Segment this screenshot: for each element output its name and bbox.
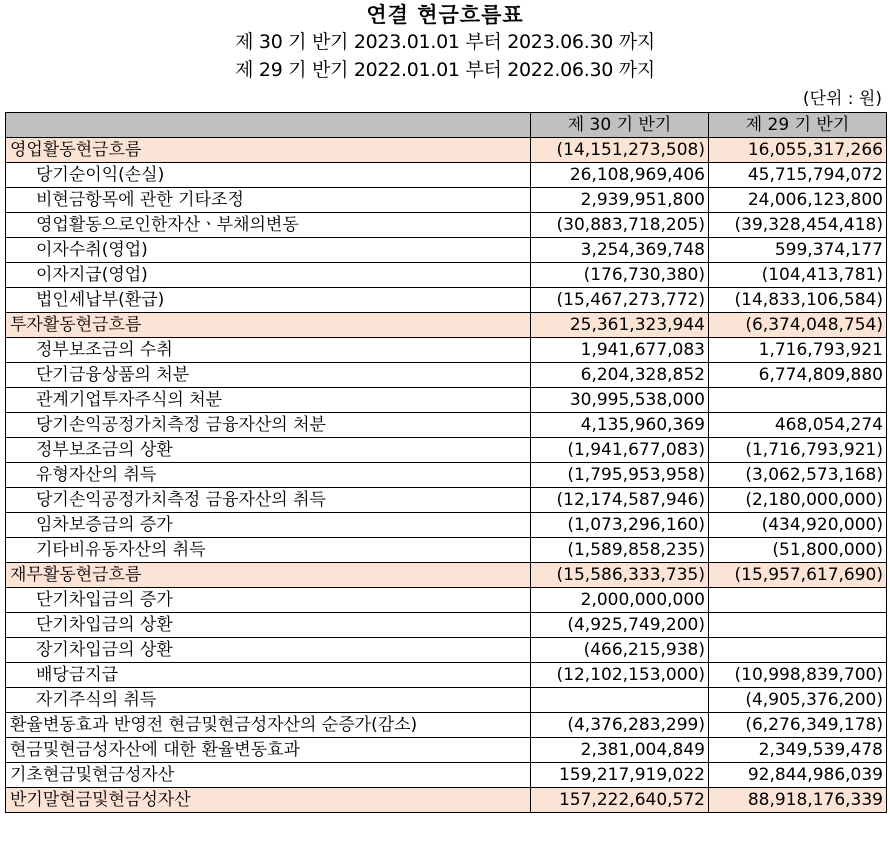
table-row <box>6 338 887 363</box>
row-label: 법인세납부(환급) <box>6 288 531 313</box>
row-label: 환율변동효과 반영전 현금및현금성자산의 순증가(감소) <box>6 713 531 738</box>
row-value-current: 2,381,004,849 <box>531 738 709 763</box>
row-value-current: 2,000,000,000 <box>531 588 709 613</box>
row-value-current: 3,254,369,748 <box>531 238 709 263</box>
row-value-prior: 599,374,177 <box>709 238 887 263</box>
table-row <box>6 188 887 213</box>
row-label: 기타비유동자산의 취득 <box>6 538 531 563</box>
row-value-current: (1,073,296,160) <box>531 513 709 538</box>
row-label: 당기손익공정가치측정 금융자산의 처분 <box>6 413 531 438</box>
table-row <box>6 638 887 663</box>
row-value-current: (15,586,333,735) <box>531 563 709 588</box>
table-row <box>6 413 887 438</box>
row-value-current: 4,135,960,369 <box>531 413 709 438</box>
table-row <box>6 763 887 788</box>
column-header-current: 제 30 기 반기 <box>531 113 709 138</box>
period-prior: 제 29 기 반기 2022.01.01 부터 2022.06.30 까지 <box>235 59 655 81</box>
row-label: 자기주식의 취득 <box>6 688 531 713</box>
row-value-current: 6,204,328,852 <box>531 363 709 388</box>
row-value-current: (4,925,749,200) <box>531 613 709 638</box>
row-value-current: (466,215,938) <box>531 638 709 663</box>
table-row <box>6 538 887 563</box>
row-value-prior: (104,413,781) <box>709 263 887 288</box>
row-value-prior: (6,276,349,178) <box>709 713 887 738</box>
statement-title: 연결 현금흐름표 <box>366 3 524 27</box>
row-value-prior: (14,833,106,584) <box>709 288 887 313</box>
row-value-current: 157,222,640,572 <box>531 788 709 813</box>
row-value-prior: (15,957,617,690) <box>709 563 887 588</box>
table-row <box>6 263 887 288</box>
row-value-prior: 16,055,317,266 <box>709 138 887 163</box>
table-row <box>6 163 887 188</box>
table-row <box>6 713 887 738</box>
row-value-current: 25,361,323,944 <box>531 313 709 338</box>
row-label: 기초현금및현금성자산 <box>6 763 531 788</box>
row-value-current: (1,589,858,235) <box>531 538 709 563</box>
row-value-current: 1,941,677,083 <box>531 338 709 363</box>
row-value-current: (176,730,380) <box>531 263 709 288</box>
row-value-prior: (434,920,000) <box>709 513 887 538</box>
table-row <box>6 613 887 638</box>
table-row <box>6 138 887 163</box>
table-body <box>6 138 887 813</box>
row-value-prior: 468,054,274 <box>709 413 887 438</box>
table-header-row <box>6 113 887 138</box>
row-label: 장기차입금의 상환 <box>6 638 531 663</box>
table-row <box>6 588 887 613</box>
column-header-prior: 제 29 기 반기 <box>709 113 887 138</box>
row-value-prior: 24,006,123,800 <box>709 188 887 213</box>
row-value-current: (15,467,273,772) <box>531 288 709 313</box>
cash-flow-table <box>5 112 887 813</box>
row-value-prior: (51,800,000) <box>709 538 887 563</box>
row-value-prior: (6,374,048,754) <box>709 313 887 338</box>
row-label: 재무활동현금흐름 <box>6 563 531 588</box>
row-label: 이자지급(영업) <box>6 263 531 288</box>
row-label: 단기차입금의 상환 <box>6 613 531 638</box>
table-row <box>6 213 887 238</box>
row-value-prior: (10,998,839,700) <box>709 663 887 688</box>
period-current: 제 30 기 반기 2023.01.01 부터 2023.06.30 까지 <box>235 31 655 53</box>
row-label: 당기순이익(손실) <box>6 163 531 188</box>
row-label: 반기말현금및현금성자산 <box>6 788 531 813</box>
row-value-prior: 92,844,986,039 <box>709 763 887 788</box>
unit-label: (단위 : 원) <box>802 89 882 109</box>
row-label: 단기차입금의 증가 <box>6 588 531 613</box>
row-label: 배당금지급 <box>6 663 531 688</box>
row-value-current: (12,102,153,000) <box>531 663 709 688</box>
row-value-current: (1,795,953,958) <box>531 463 709 488</box>
row-value-prior: (2,180,000,000) <box>709 488 887 513</box>
row-value-current: 2,939,951,800 <box>531 188 709 213</box>
table-row <box>6 788 887 813</box>
row-label: 정부보조금의 수취 <box>6 338 531 363</box>
row-value-prior: 2,349,539,478 <box>709 738 887 763</box>
row-label: 당기손익공정가치측정 금융자산의 취득 <box>6 488 531 513</box>
row-value-current: 26,108,969,406 <box>531 163 709 188</box>
table-row <box>6 563 887 588</box>
row-label: 영업활동현금흐름 <box>6 138 531 163</box>
table-row <box>6 438 887 463</box>
table-row <box>6 513 887 538</box>
row-value-current <box>531 688 709 713</box>
table-row <box>6 738 887 763</box>
row-label: 이자수취(영업) <box>6 238 531 263</box>
row-label: 유형자산의 취득 <box>6 463 531 488</box>
row-value-prior <box>709 388 887 413</box>
row-label: 관계기업투자주식의 처분 <box>6 388 531 413</box>
table-row <box>6 288 887 313</box>
row-value-prior <box>709 638 887 663</box>
table-row <box>6 363 887 388</box>
row-value-prior: 1,716,793,921 <box>709 338 887 363</box>
row-value-prior <box>709 613 887 638</box>
table-row <box>6 463 887 488</box>
row-value-prior: 45,715,794,072 <box>709 163 887 188</box>
column-header-label <box>6 113 531 138</box>
row-value-prior: (3,062,573,168) <box>709 463 887 488</box>
table-row <box>6 238 887 263</box>
row-label: 현금및현금성자산에 대한 환율변동효과 <box>6 738 531 763</box>
row-value-prior: (39,328,454,418) <box>709 213 887 238</box>
row-value-current: 159,217,919,022 <box>531 763 709 788</box>
table-row <box>6 313 887 338</box>
row-value-prior: (4,905,376,200) <box>709 688 887 713</box>
row-value-prior: 6,774,809,880 <box>709 363 887 388</box>
row-label: 투자활동현금흐름 <box>6 313 531 338</box>
row-label: 단기금융상품의 처분 <box>6 363 531 388</box>
table-row <box>6 488 887 513</box>
row-value-prior: 88,918,176,339 <box>709 788 887 813</box>
row-label: 정부보조금의 상환 <box>6 438 531 463</box>
row-value-current: 30,995,538,000 <box>531 388 709 413</box>
table-row <box>6 663 887 688</box>
statement-header <box>0 0 890 84</box>
row-value-current: (12,174,587,946) <box>531 488 709 513</box>
row-value-current: (14,151,273,508) <box>531 138 709 163</box>
row-value-current: (4,376,283,299) <box>531 713 709 738</box>
row-value-current: (1,941,677,083) <box>531 438 709 463</box>
table-row <box>6 388 887 413</box>
row-label: 비현금항목에 관한 기타조정 <box>6 188 531 213</box>
row-label: 영업활동으로인한자산ㆍ부채의변동 <box>6 213 531 238</box>
table-row <box>6 688 887 713</box>
row-value-prior: (1,716,793,921) <box>709 438 887 463</box>
row-value-current: (30,883,718,205) <box>531 213 709 238</box>
row-value-prior <box>709 588 887 613</box>
row-label: 임차보증금의 증가 <box>6 513 531 538</box>
